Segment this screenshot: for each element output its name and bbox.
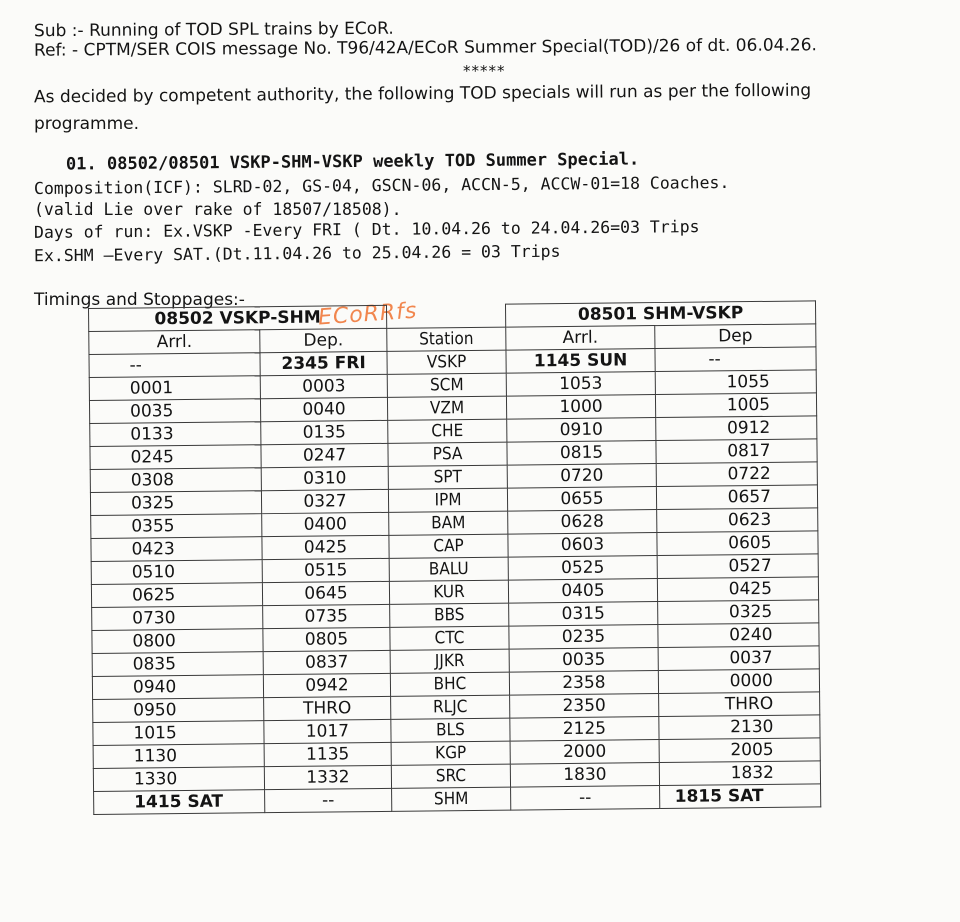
vskp-shm-departure: THRO (264, 696, 391, 720)
paragraph-line-1: As decided by competent authority, the following TOD specials will run as per the following (33, 80, 812, 108)
shm-vskp-arrival: 2350 (510, 694, 659, 719)
station-code: CAP (389, 534, 508, 558)
shm-vskp-arrival: 1000 (506, 395, 655, 420)
column-header: Dep (655, 324, 816, 349)
column-header: Dep. (260, 328, 387, 352)
vskp-shm-departure: 0247 (261, 443, 388, 467)
vskp-shm-arrival: 1415 SAT (94, 790, 265, 815)
station-code: SHM (392, 787, 511, 811)
shm-vskp-departure: 0527 (657, 554, 818, 579)
watermark: ECoRRfs (317, 298, 419, 331)
shm-vskp-departure: 0605 (657, 531, 818, 556)
shm-vskp-departure: 0817 (656, 439, 817, 464)
station-code: PSA (388, 442, 507, 466)
vskp-shm-arrival: 0730 (92, 606, 263, 631)
vskp-shm-arrival: 1330 (93, 767, 264, 792)
shm-vskp-departure: 1005 (655, 393, 816, 418)
vskp-shm-arrival: 0355 (91, 514, 262, 539)
timetable (88, 300, 821, 815)
shm-vskp-arrival: 0628 (508, 510, 657, 535)
station-code: CTC (390, 626, 509, 650)
vskp-shm-departure: -- (265, 788, 392, 812)
vskp-shm-departure: 0425 (262, 535, 389, 559)
vskp-shm-arrival: 0940 (92, 675, 263, 700)
left-train-header: 08502 VSKP-SHM (89, 305, 387, 331)
shm-vskp-departure: 0325 (658, 600, 819, 625)
vskp-shm-arrival: 0835 (92, 652, 263, 677)
vskp-shm-arrival: 0625 (91, 583, 262, 608)
shm-vskp-arrival: 0405 (508, 579, 657, 604)
station-code: BLS (391, 718, 510, 742)
station-code: CHE (388, 419, 507, 443)
subject-line: Sub :- Running of TOD SPL trains by ECoR. (33, 18, 394, 42)
reference-line: Ref: - CPTM/SER COIS message No. T96/42A/ECoR Summer Special(TOD)/26 of dt. 06.04.26. (33, 35, 817, 61)
composition-line: Composition(ICF): SLRD-02, GS-04, GSCN-06, ACCN-5, ACCW-01=18 Coaches. (33, 172, 730, 199)
vskp-shm-arrival: 0423 (91, 537, 262, 562)
vskp-shm-arrival: 0308 (90, 468, 261, 493)
station-code: SCM (387, 373, 506, 397)
station-code: BAM (389, 511, 508, 535)
vskp-shm-departure: 0135 (261, 420, 388, 444)
shm-vskp-departure: 2005 (659, 738, 820, 763)
vskp-shm-departure: 0003 (260, 374, 387, 398)
train-heading: 01. 08502/08501 VSKP-SHM-VSKP weekly TOD Summer Special. (65, 149, 640, 175)
vskp-shm-arrival: -- (89, 353, 260, 378)
shm-vskp-departure: 0623 (657, 508, 818, 533)
vskp-shm-departure: 0327 (261, 489, 388, 513)
shm-vskp-arrival: 0315 (509, 602, 658, 627)
vskp-shm-arrival: 0325 (90, 491, 261, 516)
valid-rake-line: (valid Lie over rake of 18507/18508). (34, 200, 402, 219)
vskp-shm-arrival: 0245 (90, 445, 261, 470)
shm-vskp-arrival: 0525 (508, 556, 657, 581)
shm-vskp-arrival: 0655 (507, 487, 656, 512)
vskp-shm-departure: 0400 (262, 512, 389, 536)
station-code: VSKP (387, 350, 506, 374)
vskp-shm-arrival: 0035 (89, 399, 260, 424)
vskp-shm-departure: 0735 (263, 604, 390, 628)
days-of-run-line-2: Ex.SHM –Every SAT.(Dt.11.04.26 to 25.04.26 = 03 Trips (33, 241, 561, 266)
station-code: SRC (391, 764, 510, 788)
shm-vskp-arrival: 2358 (509, 671, 658, 696)
vskp-shm-departure: 0515 (262, 558, 389, 582)
station-code: JJKR (390, 649, 509, 673)
shm-vskp-arrival: 0603 (508, 533, 657, 558)
vskp-shm-departure: 1135 (264, 742, 391, 766)
station-code: SPT (388, 465, 507, 489)
station-code: VZM (387, 396, 506, 420)
shm-vskp-arrival: 1053 (506, 372, 655, 397)
station-code: BALU (389, 557, 508, 581)
vskp-shm-departure: 0040 (260, 397, 387, 421)
vskp-shm-departure: 0837 (263, 650, 390, 674)
vskp-shm-arrival: 1015 (93, 721, 264, 746)
station-code: RLJC (391, 695, 510, 719)
shm-vskp-departure: 1055 (655, 370, 816, 395)
vskp-shm-arrival: 1130 (93, 744, 264, 769)
vskp-shm-departure: 0645 (262, 581, 389, 605)
station-header-spacer (386, 304, 505, 328)
shm-vskp-departure: 2130 (659, 715, 820, 740)
shm-vskp-departure: 0657 (656, 485, 817, 510)
vskp-shm-arrival: 0001 (89, 376, 260, 401)
shm-vskp-arrival: 2000 (510, 740, 659, 765)
vskp-shm-departure: 1332 (264, 765, 391, 789)
days-of-run-line-1: Days of run: Ex.VSKP -Every FRI ( Dt. 10.04.26 to 24.04.26=03 Trips (33, 217, 700, 242)
shm-vskp-arrival: 0720 (507, 464, 656, 489)
separator-stars: ***** (463, 62, 506, 80)
timings-label: Timings and Stoppages:- (34, 290, 245, 310)
vskp-shm-arrival: 0133 (90, 422, 261, 447)
station-code: KUR (389, 580, 508, 604)
paragraph-line-2: programme. (34, 114, 139, 134)
vskp-shm-departure: 0942 (263, 673, 390, 697)
shm-vskp-departure: 0240 (658, 623, 819, 648)
vskp-shm-arrival: 0800 (92, 629, 263, 654)
vskp-shm-arrival: 0510 (91, 560, 262, 585)
vskp-shm-departure: 1017 (264, 719, 391, 743)
vskp-shm-departure: 0310 (261, 466, 388, 490)
column-header: Arrl. (89, 330, 260, 355)
shm-vskp-departure: 0912 (656, 416, 817, 441)
station-code: BHC (390, 672, 509, 696)
vskp-shm-departure: 0805 (263, 627, 390, 651)
vskp-shm-departure: 2345 FRI (260, 351, 387, 375)
right-train-header: 08501 SHM-VSKP (505, 301, 815, 327)
station-code: KGP (391, 741, 510, 765)
shm-vskp-arrival: 0235 (509, 625, 658, 650)
column-header: Station (387, 327, 506, 351)
shm-vskp-departure: 0037 (658, 646, 819, 671)
shm-vskp-departure: 0425 (657, 577, 818, 602)
shm-vskp-arrival: 1145 SUN (506, 349, 655, 374)
shm-vskp-departure: 1815 SAT (660, 784, 821, 809)
shm-vskp-arrival: 0815 (507, 441, 656, 466)
shm-vskp-departure: 1832 (659, 761, 820, 786)
station-code: BBS (390, 603, 509, 627)
shm-vskp-arrival: 1830 (510, 763, 659, 788)
column-header: Arrl. (506, 326, 655, 351)
shm-vskp-departure: 0722 (656, 462, 817, 487)
vskp-shm-arrival: 0950 (93, 698, 264, 723)
shm-vskp-arrival: 2125 (510, 717, 659, 742)
shm-vskp-arrival: 0910 (507, 418, 656, 443)
shm-vskp-arrival: 0035 (509, 648, 658, 673)
shm-vskp-departure: 0000 (658, 669, 819, 694)
shm-vskp-arrival: -- (511, 786, 660, 811)
shm-vskp-departure: THRO (659, 692, 820, 717)
station-code: IPM (388, 488, 507, 512)
shm-vskp-departure: -- (655, 347, 816, 372)
